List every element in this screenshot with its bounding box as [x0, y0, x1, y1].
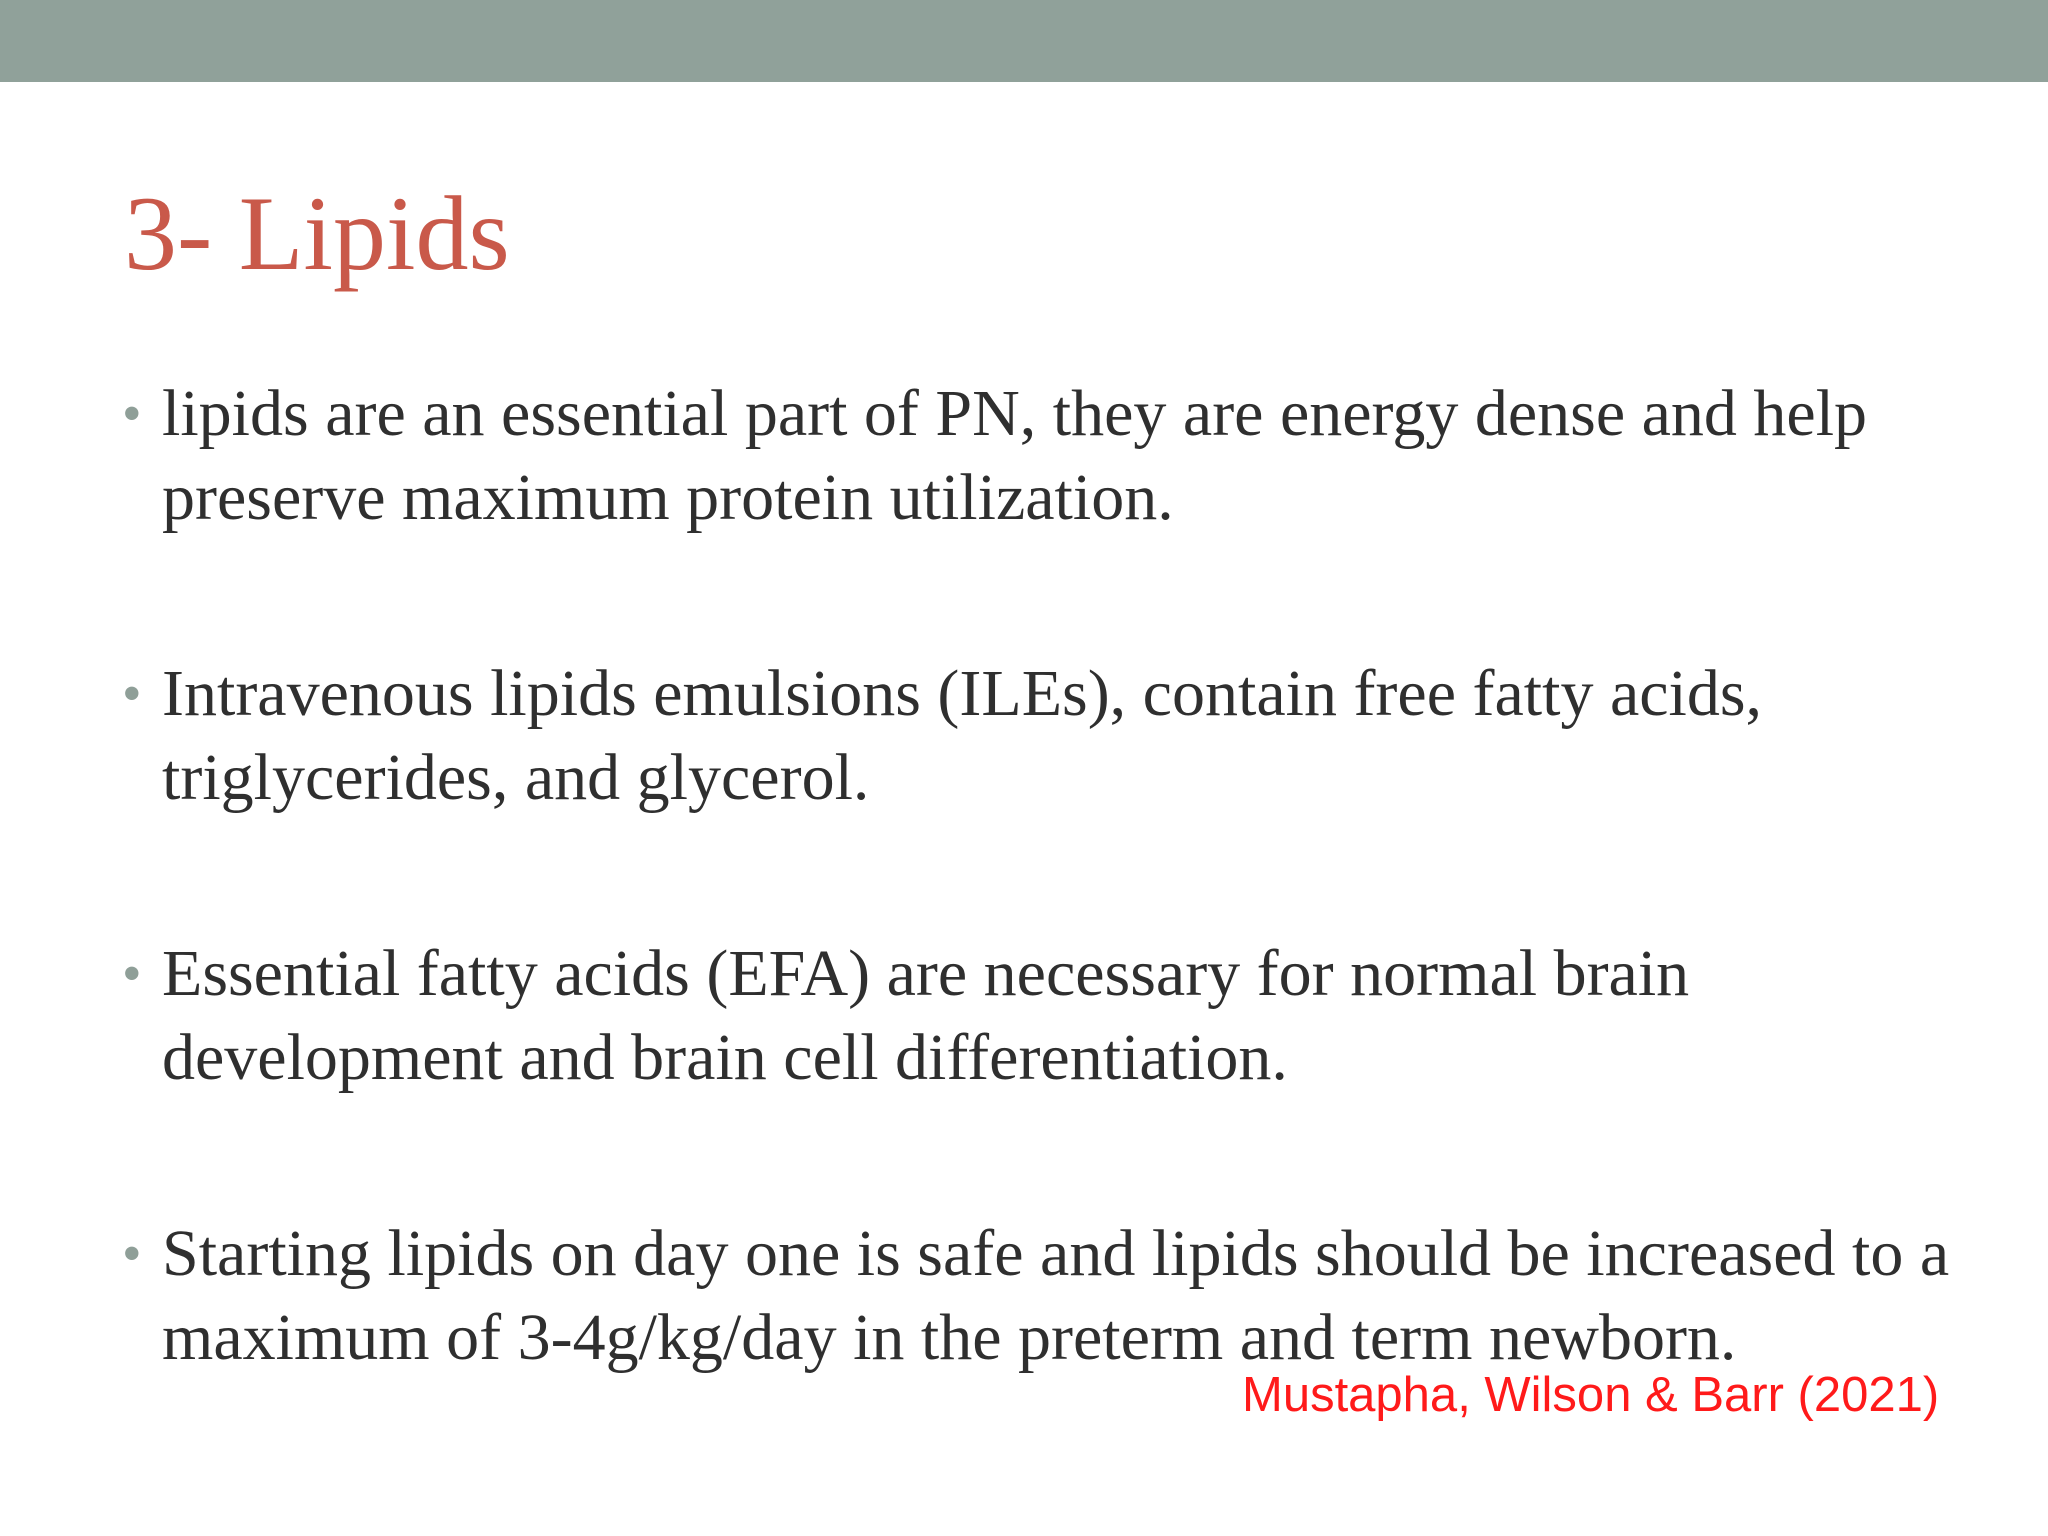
- citation: Mustapha, Wilson & Barr (2021): [1242, 1368, 1940, 1422]
- bullet-icon: •: [122, 663, 142, 725]
- bullet-list: [122, 372, 1982, 1492]
- header-bar: [0, 0, 2048, 82]
- bullet-icon: •: [122, 943, 142, 1005]
- bullet-text: Intravenous lipids emulsions (ILEs), contain free fatty acids, triglycerides, and glycerol.: [162, 657, 1763, 814]
- bullet-text: Essential fatty acids (EFA) are necessary for normal brain development and brain cell differentiation.: [162, 937, 1690, 1094]
- bullet-text: lipids are an essential part of PN, they are energy dense and help preserve maximum protein utilization.: [162, 377, 1868, 534]
- list-item: [122, 932, 1982, 1100]
- list-item: [122, 1212, 1982, 1380]
- bullet-text: Starting lipids on day one is safe and lipids should be increased to a maximum of 3-4g/kg/day in the preterm and term newborn.: [162, 1217, 1950, 1374]
- slide-title: 3- Lipids: [124, 175, 510, 292]
- list-item: [122, 652, 1982, 820]
- bullet-icon: •: [122, 1223, 142, 1285]
- bullet-icon: •: [122, 383, 142, 445]
- list-item: [122, 372, 1982, 540]
